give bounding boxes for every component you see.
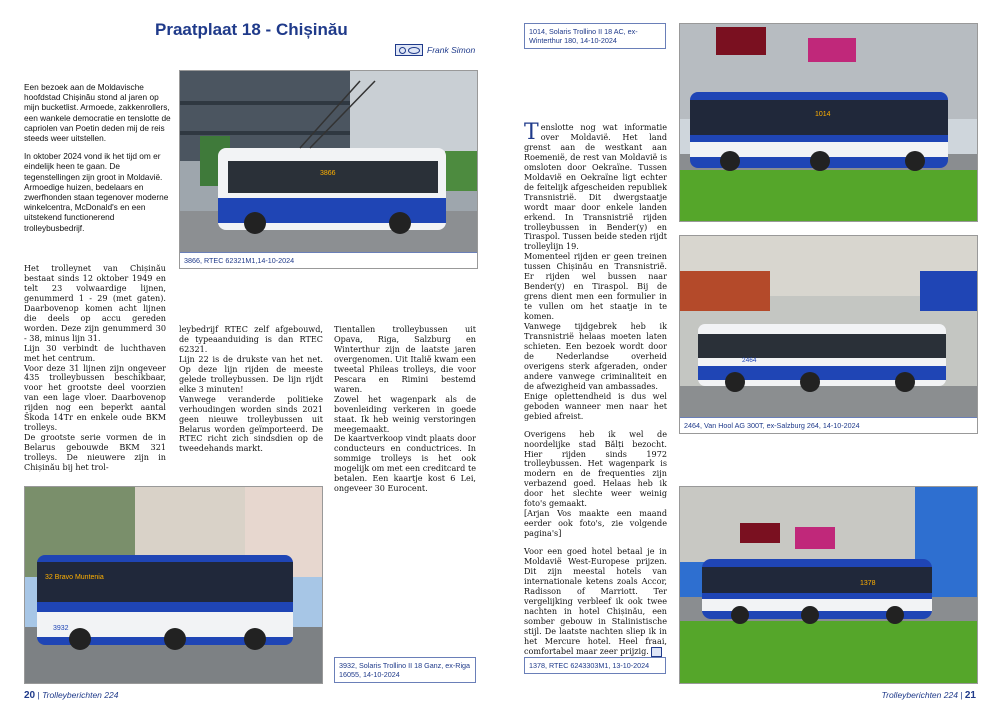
photo-trolleybus-2464 [679,235,978,434]
intro-text [24,82,172,241]
paragraph: leybedrijf RTEC zelf afgebouwd, de typeaanduiding is dan RTEC 62321. [179,324,323,354]
column-2 [179,325,323,462]
paragraph: In oktober 2024 vond ik het tijd om er eindelijk heen te gaan. De tegenstellingen zijn groot in Moldavië. Armoedige huizen, bedelaars en zwerfhonden staan tegenover moderne winkelcentra, McDonald's en een uitstekend functionerend trolleybusbedrijf. [24,151,169,233]
column-1 [24,264,166,481]
page-title: Praatplaat 18 - Chișinău [155,20,348,39]
photo-trolleybus-1014 [679,23,978,222]
paragraph: [Arjan Vos maakte een maand eerder ook foto's, zie volgende pagina's] [524,508,667,539]
right-page [500,0,1000,707]
photo-trolleybus-1378 [679,486,978,684]
paragraph: Een bezoek aan de Moldavische hoofdstad Chișinău stond al jaren op mijn bucketlist. Armoede, zakkenrollers, een wankele democratie en tenslotte de capriolen van Poetin deden mij de reis steeds weer uitstellen. [24,82,171,144]
magazine-name: Trolleyberichten 224 [42,690,119,700]
author-name: Frank Simon [427,45,476,55]
paragraph: Lijn 22 is de drukste van het net. Op deze lijn rijden de meeste gelede trolleybussen. De lijn rijdt elke 3 minuten! [179,353,323,394]
author-byline [395,44,475,56]
photo-caption: 2464, Van Hool AG 300T, ex-Salzburg 264, 14-10-2024 [680,417,977,433]
bus-destination: 32 Bravo Muntenia [45,574,104,581]
paragraph: Voor deze 31 lijnen zijn ongeveer 435 trolleybussen beschikbaar, voor het grootste deel voorzien van een lage vloer. Daarbovenop rijden nog een beperkt aantal Škoda 14Tr en enkele oude BKM trolleys. [24,362,166,433]
paragraph: Tientallen trolleybussen uit Opava, Riga, Salzburg en Winterthur zijn de laatste jaren overgenomen. Uit Italië kwam een tweetal Phileas trolleys, die voor Pescara en Rimini bestemd waren. [334,324,476,394]
paragraph: Vanwege veranderde politieke verhoudingen worden sinds 2021 geen nieuwe trolleybussen uit Belarus worden geïmporteerd. De RTEC richt zich sindsdien op de tweedehands markt. [179,393,323,454]
photo-caption: 3866, RTEC 62321M1,14-10-2024 [180,252,477,268]
paragraph: Overigens heb ik wel de noordelijke stad Bălți bezocht. Hier rijden sinds 1972 trolleybussen. Het wagenpark is modern en de frequenties zijn verbazend goed. Helaas heb ik door het slechte weer weinig foto's gemaakt. [524,428,667,509]
bus-fleet-number: 1014 [815,111,831,118]
column-3 [334,325,476,502]
page-number: 21 [964,690,976,701]
paragraph: De grootste serie vormen de in Belarus gebouwde BKM 321 trolleys. De nieuwere zijn in Chișinău bij het trol- [24,432,166,473]
drop-cap: T [524,120,539,145]
magazine-name: Trolleyberichten 224 [881,690,958,700]
end-mark-icon [651,647,662,657]
photo-caption: 1378, RTEC 6243303M1, 13-10-2024 [524,657,666,674]
bus-fleet-number: 1378 [860,580,876,587]
photo-trolleybus-3932 [24,486,323,684]
paragraph: Het trolleynet van Chișinău bestaat sinds 12 oktober 1949 en telt 23 volwaardige lijnen, genummerd 1 - 29 (met gaten). Daarbovenop komen acht lijnen die deels op accu gereden worden. Deze zijn genummerd 30 - 38, minus lijn 31. [24,263,166,343]
camera-icon [395,44,423,56]
page-number: 20 [24,690,36,701]
paragraph: De kaartverkoop vindt plaats door conducteurs en conductrices. In sommige trolleys is het ook mogelijk om met een creditcard te betalen. Een kaartje kost 6 Lei, ongeveer 30 Eurocent. [334,433,476,494]
photo-trolleybus-3866 [179,70,478,269]
photo-caption: 1014, Solaris Trollino II 18 AC, ex-Winterthur 180, 14-10-2024 [524,23,666,49]
paragraph: Vanwege tijdgebrek heb ik Transnistrië helaas moeten laten schieten. Een bezoek wordt door de Nederlandse overheid overigens sterk afgeraden, onder andere vanwege criminaliteit en de afwezigheid van ambassades. [524,321,667,391]
paragraph-text: enslotte nog wat informatie over Moldavië. Het land grenst aan de westkant aan Roemenië, de rest van Moldavië is omsloten door Oekraïne. Tussen Moldavië en Oekraïne ligt echter de feitelijk afgescheiden republiek Transnistrië. Dit dwergstaatje wordt maar door enkele landen erkend. In Transnistrië rijden trolleybussen in Bender(y) en Tiraspol. Tussen beide steden rijdt trolleylijn 19. [524,122,667,252]
paragraph: Momenteel rijden er geen treinen tussen Chișinău en Transnistrië. Er rijden wel bussen naar Bender(y) en Tiraspol. Bij de grens dient men een formulier in te vullen om het staatje in te komen. [524,251,667,322]
paragraph: Lijn 30 verbindt de luchthaven met het centrum. [24,342,166,363]
photo-caption: 3932, Solaris Trollino II 18 Ganz, ex-Riga 16055, 14-10-2024 [334,657,476,683]
right-column-text [524,120,667,665]
page-footer: Trolleyberichten 224 | 21 [881,690,976,701]
bus-fleet-number: 2464 [742,357,757,364]
page-footer: 20 | Trolleyberichten 224 [24,690,119,701]
paragraph [524,120,667,252]
paragraph-text: Voor een goed hotel betaal je in Moldavië West-Europese prijzen. Dit zijn meestal hotels van internationale ketens zoals Accor, Radisson of Marriott. Ter vergelijking verbleef ik ook twee nachten in hotel Chișinău, een somber gebouw in Stalinistische stijl. De laatste nachten sliep ik in het Mercure hotel. Heel fraai, comfortabel maar zeer prijzig. [524,546,667,656]
bus-fleet-number: 3866 [320,170,336,177]
paragraph: Enige oplettendheid is dus wel geboden wanneer men naar het gebied afreist. [524,390,667,421]
bus-fleet-number: 3932 [53,625,69,632]
paragraph: Zowel het wagenpark als de bovenleiding verkeren in goede staat. Ik heb weinig verstoringen meegemaakt. [334,393,476,434]
paragraph [524,547,667,657]
